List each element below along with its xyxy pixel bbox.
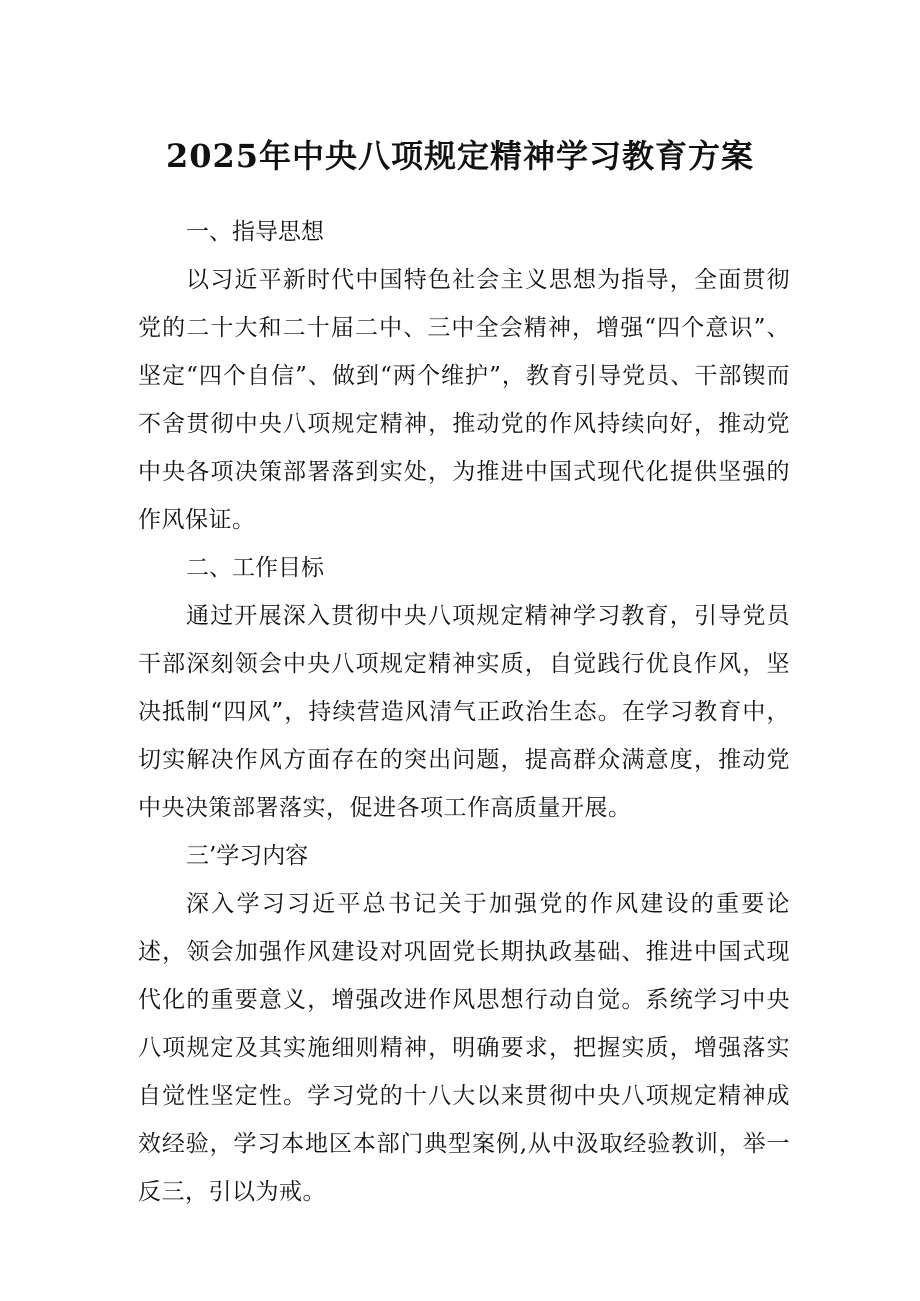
document-body	[138, 208, 790, 1216]
document-title: 2025年中央八项规定精神学习教育方案	[165, 137, 755, 176]
section-paragraph: 深入学习习近平总书记关于加强党的作风建设的重要论述，领会加强作风建设对巩固党长期执政基础、推进中国式现代化的重要意义，增强改进作风思想行动自觉。系统学习中央八项规定及其实施细则精神，明确要求，把握实质，增强落实自觉性坚定性。学习党的十八大以来贯彻中央八项规定精神成效经验，学习本地区本部门典型案例,从中汲取经验教训，举一反三，引以为戒。	[138, 891, 790, 1205]
section-work-goals	[138, 544, 790, 832]
section-heading: 一、指导思想	[186, 219, 324, 245]
section-guiding-ideology	[138, 208, 790, 544]
section-heading: 二、工作目标	[186, 555, 324, 581]
section-heading: 三’学习内容	[186, 843, 309, 869]
section-study-content	[138, 832, 790, 1216]
section-paragraph: 通过开展深入贯彻中央八项规定精神学习教育，引导党员干部深刻领会中央八项规定精神实质，自觉践行优良作风，坚决抵制“四风”，持续营造风清气正政治生态。在学习教育中，切实解决作风方面存在的突出问题，提高群众满意度，推动党中央决策部署落实，促进各项工作高质量开展。	[138, 603, 790, 821]
section-paragraph: 以习近平新时代中国特色社会主义思想为指导，全面贯彻党的二十大和二十届二中、三中全会精神，增强“四个意识”、坚定“四个自信”、做到“两个维护”，教育引导党员、干部锲而不舍贯彻中央八项规定精神，推动党的作风持续向好，推动党中央各项决策部署落到实处，为推进中国式现代化提供坚强的作风保证。	[138, 267, 790, 533]
